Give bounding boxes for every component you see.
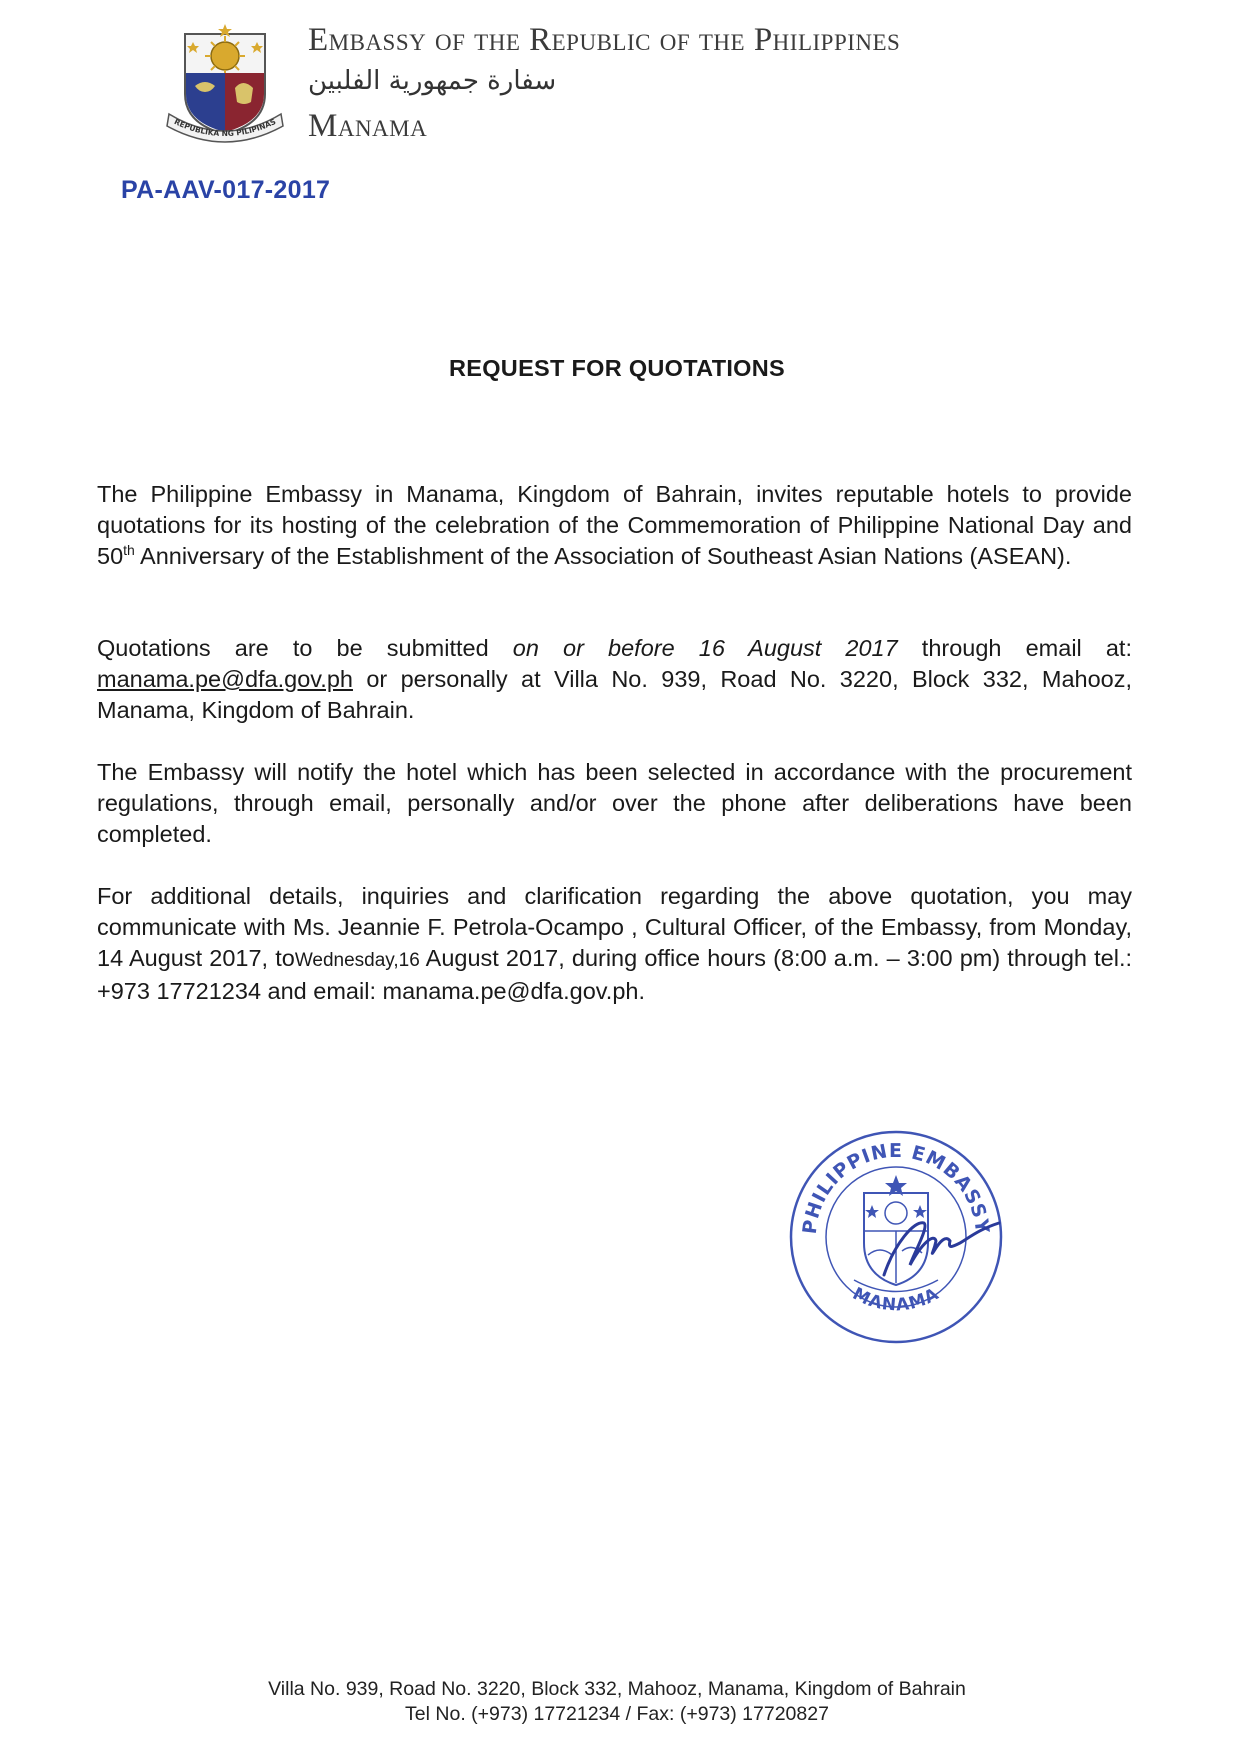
p2-lead: Quotations are to be submitted — [97, 635, 513, 661]
paragraph-contact — [97, 881, 1132, 1007]
reference-number: PA-AAV-017-2017 — [121, 176, 331, 204]
svg-text:MANAMA: MANAMA — [849, 1283, 943, 1316]
p2-tail: or personally at Villa No. 939, Road No. 3220, Block 332, Mahooz, Manama, Kingdom of Bahrain. — [97, 666, 1132, 723]
embassy-name-arabic: سفارة جمهورية الفلبين — [308, 66, 557, 96]
p4-lead: For additional details, inquiries and clarification regarding the above quotation, you may communicate with Ms. Jeannie F. Petrola-Ocampo , Cultural Officer, of the Embassy, from Monday, 14 August 2017, to — [97, 883, 1132, 971]
submission-email-link[interactable]: manama.pe@dfa.gov.ph — [97, 666, 353, 692]
paragraph-submission — [97, 633, 1132, 726]
coat-of-arms-logo — [165, 16, 285, 146]
svg-text:REPUBLIKA NG PILIPINAS: REPUBLIKA NG PILIPINAS — [172, 117, 278, 139]
svg-text:PHILIPPINE EMBASSY: PHILIPPINE EMBASSY — [798, 1139, 994, 1236]
submission-deadline: on or before 16 August 2017 — [512, 635, 898, 661]
p4-tail: August 2017, during office hours (8:00 a.m. – 3:00 pm) through tel.: +973 17721234 and email: manama.pe@dfa.gov.ph. — [97, 945, 1133, 1004]
footer-line-address: Villa No. 939, Road No. 3220, Block 332, Mahooz, Manama, Kingdom of Bahrain — [268, 1678, 966, 1700]
embassy-name: Embassy of the Republic of the Philippines — [308, 22, 901, 58]
footer-line-phone: Tel No. (+973) 17721234 / Fax: (+973) 17720827 — [405, 1703, 829, 1725]
p1-text-b: Anniversary of the Establishment of the Association of Southeast Asian Nations (ASEAN). — [134, 543, 1072, 569]
document-heading: REQUEST FOR QUOTATIONS — [448, 355, 786, 381]
footer-address — [0, 1677, 1234, 1727]
p1-superscript: th — [123, 542, 135, 559]
paragraph-invitation — [97, 479, 1132, 572]
p4-end-date: Wednesday,16 — [294, 950, 420, 971]
embassy-stamp — [784, 1125, 1009, 1350]
p3-text: The Embassy will notify the hotel which has been selected in accordance with the procurement regulations, through email, personally and/or over the phone after deliberations have been completed. — [97, 759, 1132, 847]
paragraph-notification — [97, 757, 1132, 850]
embassy-city: Manama — [308, 108, 428, 144]
p1-text-a: The Philippine Embassy in Manama, Kingdom of Bahrain, invites reputable hotels to provide quotations for its hosting of the celebration of the Commemoration of Philippine National Day and 50 — [97, 481, 1132, 569]
p2-mid: through email at: — [897, 635, 1132, 661]
